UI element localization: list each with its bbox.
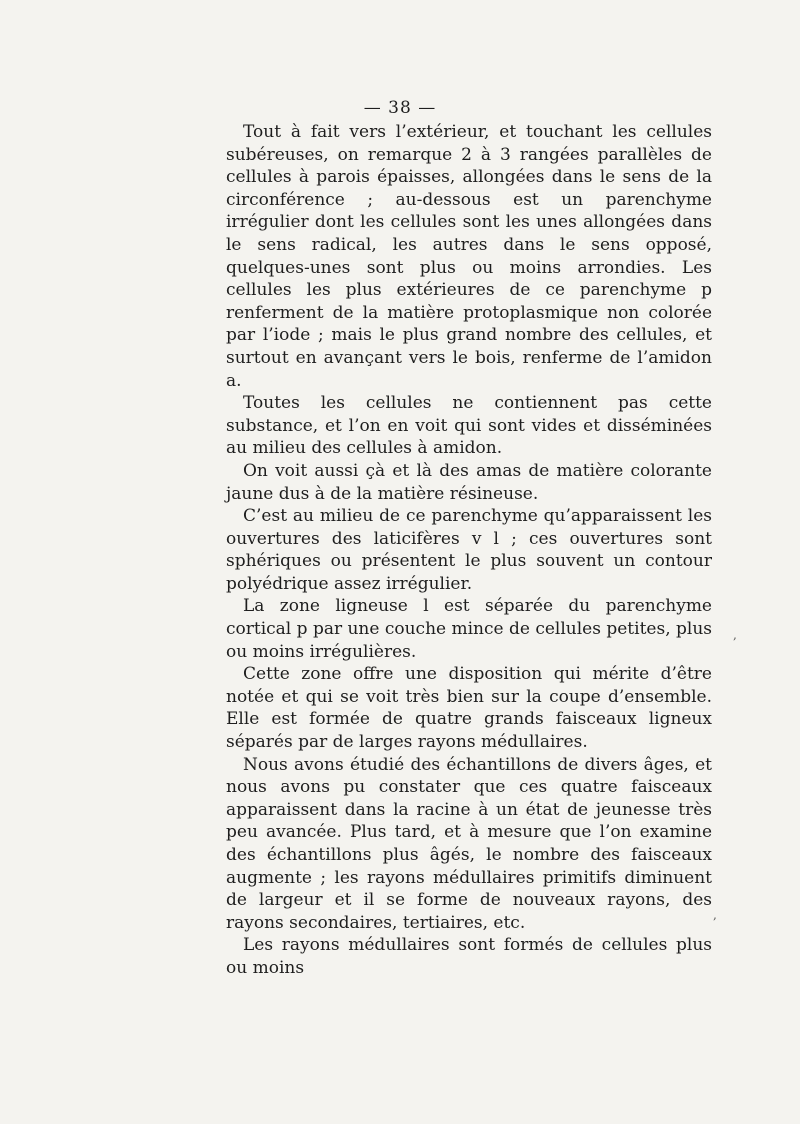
body-text	[226, 121, 712, 980]
speck-mark: ,	[713, 908, 717, 922]
paragraph-3: On voit aussi çà et là des amas de matière colorante jaune dus à de la matière résineuse.	[226, 460, 712, 504]
paragraph-1: Tout à fait vers l’extérieur, et touchant les cellules subéreuses, on remarque 2 à 3 rangées parallèles de cellules à parois épaisses, allongées dans le sens de la circonférence ; au-dessous est un parenchyme irrégulier dont les cellules sont les unes allongées dans le sens radical, les autres dans le sens opposé, quelques-unes sont plus ou moins arrondies. Les cellules les plus extérieures de ce parenchyme p renferment de la matière protoplasmique non colorée par l’iode ; mais le plus grand nombre des cellules, et surtout en avançant vers le bois, renferme de l’amidon a.	[226, 122, 712, 391]
paragraph-6: Cette zone offre une disposition qui mérite d’être notée et qui se voit très bien sur la coupe d’ensemble. Elle est formée de quatre grands faisceaux ligneux séparés par de larges rayons médullaires.	[226, 664, 712, 753]
paragraph-7: Nous avons étudié des échantillons de divers âges, et nous avons pu constater que ces quatre faisceaux apparaissent dans la racine à un état de jeunesse très peu avancée. Plus tard, et à mesure que l’on examine des échantillons plus âgés, le nombre des faisceaux augmente ; les rayons médullaires primitifs diminuent de largeur et il se forme de nouveaux rayons, des rayons secondaires, tertiaires, etc.	[226, 754, 712, 933]
paragraph-2: Toutes les cellules ne contiennent pas cette substance, et l’on en voit qui sont vides et disséminées au milieu des cellules à amidon.	[226, 393, 712, 459]
paragraph-4: C’est au milieu de ce parenchyme qu’apparaissent les ouvertures des laticifères v l ; ces ouvertures sont sphériques ou présentent le plus souvent un contour polyédrique assez irrégulier.	[226, 506, 712, 594]
paragraph-8: Les rayons médullaires sont formés de cellules plus ou moins	[226, 935, 712, 978]
speck-mark: ,	[733, 628, 737, 642]
paragraph-5: La zone ligneuse l est séparée du parenchyme cortical p par une couche mince de cellules petites, plus ou moins irrégulières.	[226, 596, 712, 662]
page-number: — 38 —	[363, 98, 437, 118]
